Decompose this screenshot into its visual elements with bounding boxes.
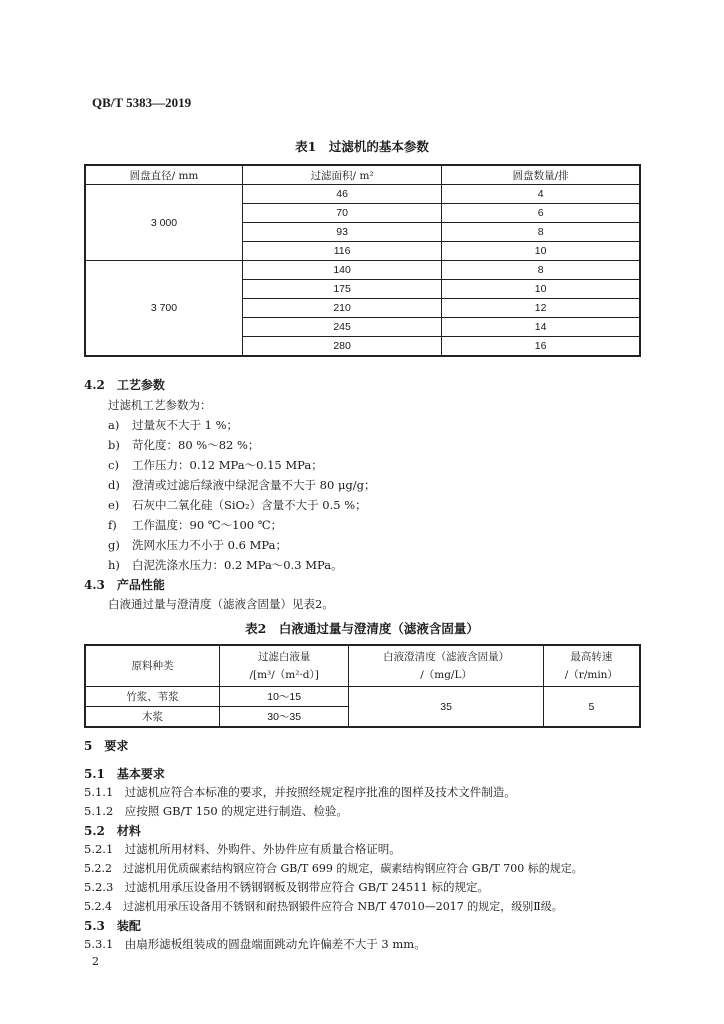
table1-count: 10 — [442, 280, 640, 299]
table1-area: 70 — [242, 204, 441, 223]
list-item-text: 苛化度：80 %～82 %； — [132, 438, 260, 452]
table1-count: 4 — [442, 185, 640, 204]
list-item-text: 工作压力：0.12 MPa～0.15 MPa； — [132, 458, 323, 472]
list-item-label: c) — [108, 458, 119, 472]
list-item-text: 过量灰不大于 1 %； — [132, 418, 239, 432]
standard-number: QB/T 5383—2019 — [92, 95, 192, 110]
table1-area: 140 — [242, 261, 441, 280]
table1-area: 245 — [242, 318, 441, 337]
table2-header-clarity-line1: 白液澄清度（滤液含固量） — [383, 651, 510, 663]
section-5-1-1: 5.1.1 过滤机应符合本标准的要求，并按照经规定程序批准的图样及技术文件制造。 — [84, 785, 516, 799]
list-item-text: 石灰中二氧化硅（SiO₂）含量不大于 0.5 %； — [132, 498, 367, 512]
section-4-2-heading: 4.2 工艺参数 — [84, 378, 165, 392]
table2-header-flow-line1: 过滤白液量 — [257, 651, 311, 663]
list-item-text: 洗网水压力不小于 0.6 MPa； — [132, 538, 287, 552]
table2-speed: 5 — [543, 687, 640, 728]
section-4-3-heading: 4.3 产品性能 — [84, 578, 165, 592]
table2-material: 竹浆、苇浆 — [85, 687, 219, 707]
list-item — [108, 557, 343, 573]
table1-count: 16 — [442, 337, 640, 357]
table2-flow: 10～15 — [219, 687, 349, 707]
table1-caption: 表1 过滤机的基本参数 — [295, 139, 429, 154]
table1-count: 12 — [442, 299, 640, 318]
list-item-label: b) — [108, 438, 120, 452]
table1-area: 116 — [242, 242, 441, 261]
table1-count: 8 — [442, 261, 640, 280]
section-5-3-1: 5.3.1 由扇形滤板组装成的圆盘端面跳动允许偏差不大于 3 mm。 — [84, 937, 426, 951]
table2 — [84, 644, 641, 728]
table1-area: 93 — [242, 223, 441, 242]
list-item — [108, 497, 367, 513]
list-item — [108, 537, 287, 553]
table1-count: 6 — [442, 204, 640, 223]
table1-count: 14 — [442, 318, 640, 337]
table1-header-count: 圆盘数量/排 — [442, 165, 640, 185]
section-5-3-heading: 5.3 装配 — [84, 919, 141, 933]
table2-header-clarity — [349, 645, 543, 687]
table1-count: 10 — [442, 242, 640, 261]
list-item-label: a) — [108, 418, 120, 432]
table2-header-speed-line1: 最高转速 — [570, 651, 613, 663]
table1-count: 8 — [442, 223, 640, 242]
section-5-2-2: 5.2.2 过滤机用优质碳素结构钢应符合 GB/T 699 的规定，碳素结构钢应符合 GB/T 700 标的规定。 — [84, 862, 583, 875]
list-item — [108, 437, 259, 453]
list-item-label: e) — [108, 498, 120, 512]
list-item-label: h) — [108, 558, 120, 572]
table2-header-material: 原料种类 — [85, 645, 219, 687]
table2-clarity: 35 — [349, 687, 543, 728]
table2-header-speed-line2: /（r/min） — [564, 669, 618, 681]
table2-header-flow-line2: /[m³/（m²·d）] — [249, 669, 319, 681]
table2-caption: 表2 白液通过量与澄清度（滤液含固量） — [245, 621, 479, 636]
section-5-heading: 5 要求 — [84, 739, 129, 753]
table2-header-flow — [219, 645, 349, 687]
list-item-text: 工作温度：90 ℃～100 ℃； — [132, 518, 283, 532]
table1-area: 210 — [242, 299, 441, 318]
list-item-label: g) — [108, 538, 120, 552]
table2-header-speed — [543, 645, 640, 687]
table1-area: 280 — [242, 337, 441, 357]
list-item-label: d) — [108, 478, 120, 492]
section-4-3-text: 白液通过量与澄清度（滤液含固量）见表2。 — [108, 597, 334, 611]
section-5-1-2: 5.1.2 应按照 GB/T 150 的规定进行制造、检验。 — [84, 804, 348, 818]
table1-diameter: 3 700 — [85, 261, 242, 357]
table2-flow: 30～35 — [219, 707, 349, 728]
list-item — [108, 417, 238, 433]
list-item — [108, 477, 376, 493]
section-5-2-heading: 5.2 材料 — [84, 824, 141, 838]
list-item-text: 白泥洗涤水压力：0.2 MPa～0.3 MPa。 — [132, 558, 343, 572]
table1-header-area: 过滤面积/ m² — [242, 165, 441, 185]
list-item — [108, 457, 323, 473]
table1-area: 175 — [242, 280, 441, 299]
table1 — [84, 164, 641, 357]
section-5-2-3: 5.2.3 过滤机用承压设备用不锈钢钢板及钢带应符合 GB/T 24511 标的规定。 — [84, 880, 489, 894]
table2-material: 木浆 — [85, 707, 219, 728]
list-item-label: f) — [108, 518, 117, 532]
section-4-2-intro: 过滤机工艺参数为： — [108, 398, 212, 412]
table1-area: 46 — [242, 185, 441, 204]
table2-header-clarity-line2: /（mg/L） — [420, 669, 472, 681]
list-item-text: 澄清或过滤后绿液中绿泥含量不大于 80 μg/g； — [132, 478, 376, 492]
list-item — [108, 517, 282, 533]
section-5-1-heading: 5.1 基本要求 — [84, 767, 165, 781]
table1-header-diameter: 圆盘直径/ mm — [85, 165, 242, 185]
table1-diameter: 3 000 — [85, 185, 242, 261]
section-5-2-4: 5.2.4 过滤机用承压设备用不锈钢和耐热钢锻件应符合 NB/T 47010—2017 的规定，级别Ⅱ级。 — [84, 900, 563, 913]
section-5-2-1: 5.2.1 过滤机所用材料、外购件、外协件应有质量合格证明。 — [84, 842, 401, 856]
page-number: 2 — [92, 955, 99, 968]
